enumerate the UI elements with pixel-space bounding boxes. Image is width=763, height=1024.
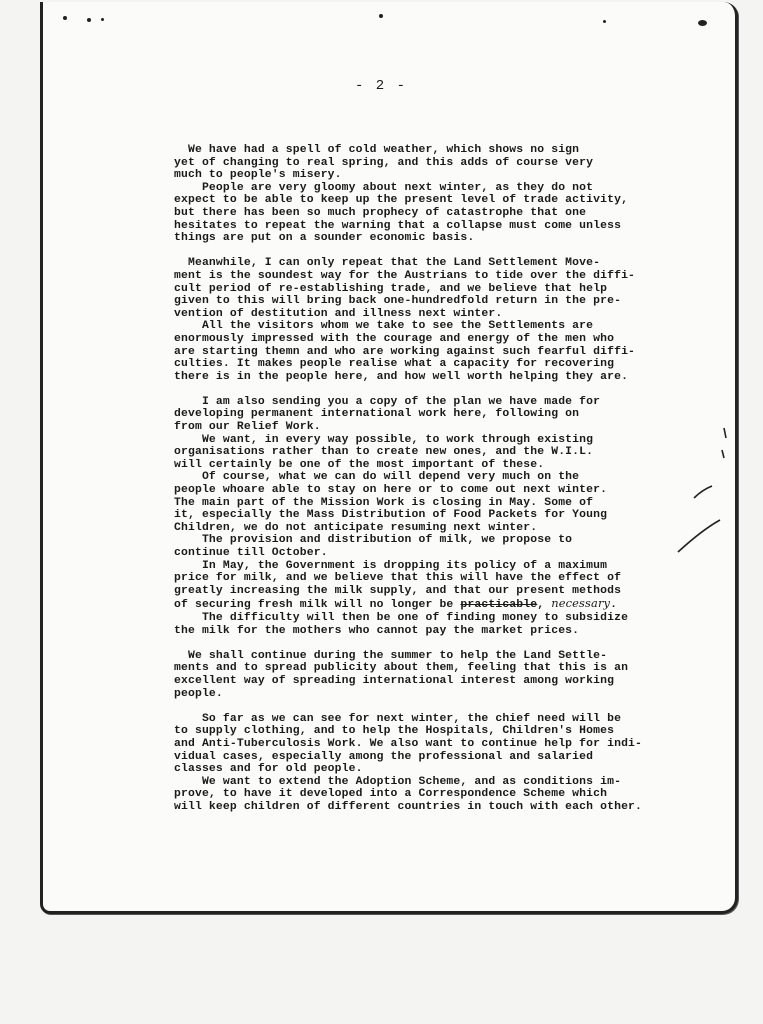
paragraph [174,144,704,182]
text-line: much to people's misery. [174,169,342,182]
paragraph [174,257,704,320]
text-line: yet of changing to real spring, and this adds of course very [174,156,594,169]
text-line: All the visitors whom we take to see the Settlements are [174,320,594,333]
text-line: given to this will bring back one-hundredfold return in the pre- [174,295,622,308]
text-line: of securing fresh milk will no longer be practicable, necessary. [174,596,618,612]
text-line: hesitates to repeat the warning that a collapse must come unless [174,219,622,232]
text-line: We shall continue during the summer to help the Land Settle- [174,649,608,662]
paragraph-gap [174,383,704,396]
page-number: - 2 - [355,78,408,94]
paragraph [174,534,704,559]
paragraph [174,434,704,472]
text-line: there is in the people here, and how well worth helping they are. [174,370,629,383]
paragraph [174,320,704,383]
text-line: We want to extend the Adoption Scheme, and as conditions im- [174,775,622,788]
paragraph [174,396,704,434]
text-line: People are very gloomy about next winter, as they do not [174,181,594,194]
scan-speck [603,20,606,23]
text-line: ment is the soundest way for the Austrians to tide over the diffi- [174,269,636,282]
text-line: from our Relief Work. [174,421,321,434]
handwritten-correction: necessary [551,596,611,611]
scan-speck [379,14,383,18]
text-line: will keep children of different countries in touch with each other. [174,800,643,813]
text-line: cult period of re-establishing trade, and we believe that help [174,282,608,295]
scan-speck [63,16,67,20]
paragraph [174,713,704,776]
handwritten-margin-mark [672,420,732,560]
text-line: The difficulty will then be one of finding money to subsidize [174,611,629,624]
struck-word: practicable [460,599,538,612]
text-line: We want, in every way possible, to work through existing [174,433,594,446]
text-line: enormously impressed with the courage and energy of the men who [174,332,615,345]
text-line: prove, to have it developed into a Correspondence Scheme which [174,788,608,801]
text-line: things are put on a sounder economic basis. [174,232,475,245]
letter-body [174,144,704,813]
text-line: ments and to spread publicity about them, feeling that this is an [174,662,629,675]
text-line: will certainly be one of the most important of these. [174,458,545,471]
paragraph [174,471,704,534]
paragraph-gap [174,245,704,258]
scan-speck [101,18,104,21]
paragraph-gap [174,700,704,713]
text-line: Of course, what we can do will depend very much on the [174,471,580,484]
text-line: So far as we can see for next winter, the chief need will be [174,712,622,725]
text-line: are starting themn and who are working against such fearful diffi- [174,345,636,358]
text-line: people whoare able to stay on here or to come out next winter. [174,484,608,497]
text-line: greatly increasing the milk supply, and that our present methods [174,584,622,597]
text-line: The provision and distribution of milk, we propose to [174,534,573,547]
text-line: culties. It makes people realise what a capacity for recovering [174,358,615,371]
text-line: vention of destitution and illness next winter. [174,307,503,320]
text-line: expect to be able to keep up the present level of trade activity, [174,194,629,207]
text-line: developing permanent international work here, following on [174,408,580,421]
text-line: and Anti-Tuberculosis Work. We also want to continue help for indi- [174,737,643,750]
paragraph-gap [174,637,704,650]
correction-period: . [610,599,618,612]
scan-speck [87,18,91,22]
text-line: organisations rather than to create new ones, and the W.I.L. [174,446,594,459]
text-line: people. [174,687,223,700]
text-line: to supply clothing, and to help the Hospitals, Children's Homes [174,725,615,738]
paragraph [174,650,704,700]
text-line: I am also sending you a copy of the plan we have made for [174,395,601,408]
text-line: continue till October. [174,547,328,559]
text-line: excellent way of spreading international interest among working [174,674,615,687]
paragraph [174,612,704,637]
text-line: Children, we do not anticipate resuming next winter. [174,521,538,534]
text-line: The main part of the Mission Work is closing in May. Some of [174,496,594,509]
text-line: We have had a spell of cold weather, which shows no sign [174,144,580,156]
text-line: price for milk, and we believe that this will have the effect of [174,572,622,585]
paragraph [174,560,704,612]
text-line: but there has been so much prophecy of catastrophe that one [174,206,587,219]
scan-speck [698,20,707,26]
text-line: classes and for old people. [174,763,363,776]
text-line: vidual cases, especially among the professional and salaried [174,750,594,763]
text-line: Meanwhile, I can only repeat that the Land Settlement Move- [174,257,601,270]
paragraph [174,776,704,814]
paragraph [174,182,704,245]
text-line: it, especially the Mass Distribution of Food Packets for Young [174,509,608,522]
text-line: In May, the Government is dropping its policy of a maximum [174,559,608,572]
text-line: the milk for the mothers who cannot pay the market prices. [174,624,580,637]
